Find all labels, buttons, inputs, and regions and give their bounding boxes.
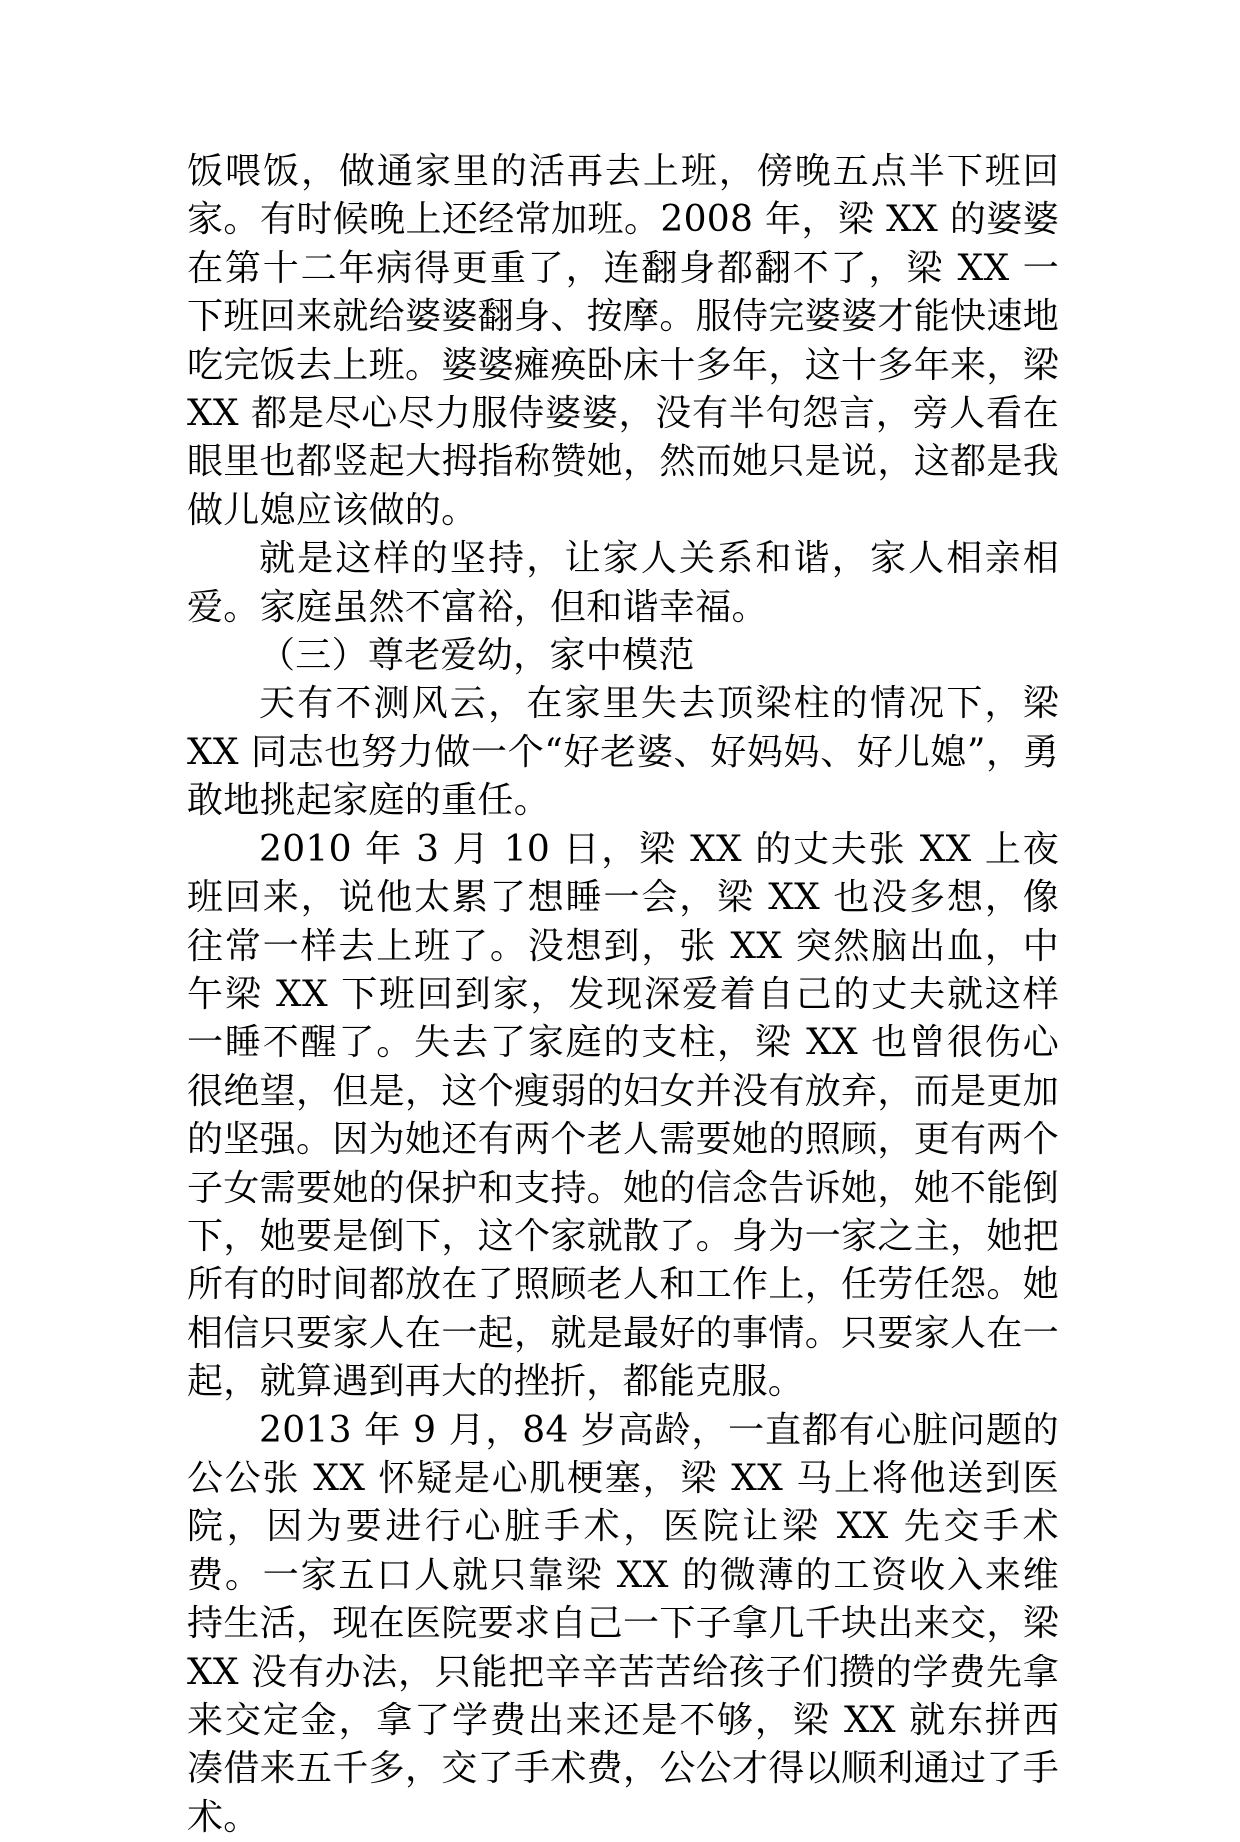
- document-body: [187, 148, 1059, 1842]
- paragraph: 2013 年 9 月，84 岁高龄，一直都有心脏问题的公公张 XX 怀疑是心肌梗塞，梁 XX 马上将他送到医院，因为要进行心脏手术，医院让梁 XX 先交手术费。一家五口人就只靠梁 XX 的微薄的工资收入来维持生活，现在医院要求自己一下子拿几千块出来交，梁 XX 没有办法，只能把辛辛苦苦给孩子们攒的学费先拿来交定金，拿了学费出来还是不够，梁 XX 就东拼西凑借来五千多，交了手术费，公公才得以顺利通过了手术。: [187, 1409, 1059, 1838]
- paragraph: 2010 年 3 月 10 日，梁 XX 的丈夫张 XX 上夜班回来，说他太累了想睡一会，梁 XX 也没多想，像往常一样去上班了。没想到，张 XX 突然脑出血，中午梁 XX 下班回到家，发现深爱着自己的丈夫就这样一睡不醒了。失去了家庭的支柱，梁 XX 也曾很伤心很绝望，但是，这个瘦弱的妇女并没有放弃，而是更加的坚强。因为她还有两个老人需要她的照顾，更有两个子女需要她的保护和支持。她的信念告诉她，她不能倒下，她要是倒下，这个家就散了。身为一家之主，她把所有的时间都放在了照顾老人和工作上，任劳任怨。她相信只要家人在一起，就是最好的事情。只要家人在一起，就算遇到再大的挫折，都能克服。: [187, 828, 1059, 1403]
- paragraph-continued: 饭喂饭，做通家里的活再去上班，傍晚五点半下班回家。有时候晚上还经常加班。2008 年，梁 XX 的婆婆在第十二年病得更重了，连翻身都翻不了，梁 XX 一下班回来就给婆婆翻身、按摩。服侍完婆婆才能快速地吃完饭去上班。婆婆瘫痪卧床十多年，这十多年来，梁 XX 都是尽心尽力服侍婆婆，没有半句怨言，旁人看在眼里也都竖起大拇指称赞她，然而她只是说，这都是我做儿媳应该做的。: [187, 151, 1059, 531]
- paragraph: 就是这样的坚持，让家人关系和谐，家人相亲相爱。家庭虽然不富裕，但和谐幸福。: [187, 538, 1059, 628]
- paragraph: 天有不测风云，在家里失去顶梁柱的情况下，梁 XX 同志也努力做一个“好老婆、好妈妈、好儿媳”，勇敢地挑起家庭的重任。: [187, 683, 1059, 822]
- section-heading: （三）尊老爱幼，家中模范: [259, 635, 695, 677]
